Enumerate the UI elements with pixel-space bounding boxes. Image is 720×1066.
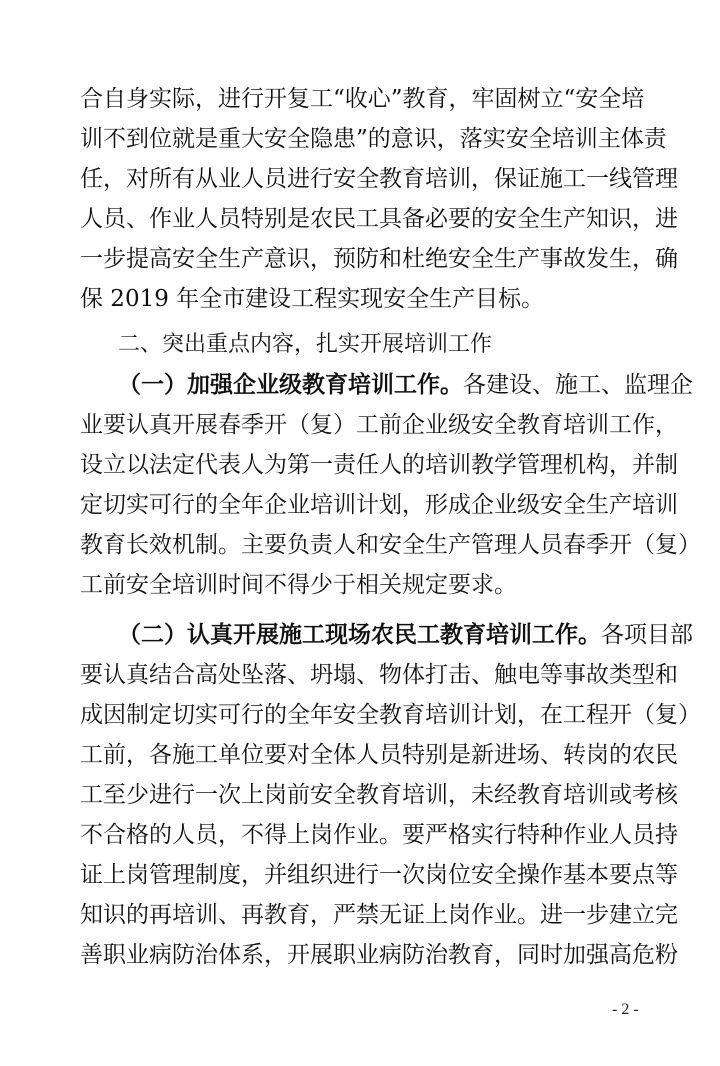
text-span: 各建设、施工、监理企 xyxy=(463,372,693,398)
section-heading: 二、突出重点内容，扎实开展培训工作 xyxy=(118,332,493,357)
text-line xyxy=(118,618,693,652)
text-line: 工至少进行一次上岗前安全教育培训，未经教育培训或考核 xyxy=(80,782,678,808)
text-line: 人员、作业人员特别是农民工具备必要的安全生产知识，进 xyxy=(80,206,678,232)
text-line: 保 2019 年全市建设工程实现安全生产目标。 xyxy=(80,286,545,312)
text-line: 知识的再培训、再教育，严禁无证上岗作业。进一步建立完 xyxy=(80,902,678,928)
text-line xyxy=(118,368,693,402)
text-line: 教育长效机制。主要负责人和安全生产管理人员春季开（复） xyxy=(80,532,701,558)
text-line: 设立以法定代表人为第一责任人的培训教学管理机构，并制 xyxy=(80,452,678,478)
text-line: 要认真结合高处坠落、坍塌、物体打击、触电等事故类型和 xyxy=(80,662,678,688)
text-line: 成因制定切实可行的全年安全教育培训计划，在工程开（复） xyxy=(80,702,701,728)
text-line: 工前，各施工单位要对全体人员特别是新进场、转岗的农民 xyxy=(80,742,678,768)
text-line: 业要认真开展春季开（复）工前企业级安全教育培训工作， xyxy=(80,412,678,438)
text-line: 一步提高安全生产意识，预防和杜绝安全生产事故发生，确 xyxy=(80,246,678,272)
text-span: 各项目部 xyxy=(601,622,693,648)
item-title: （二）认真开展施工现场农民工教育培训工作。 xyxy=(118,622,601,648)
text-line: 任，对所有从业人员进行安全教育培训，保证施工一线管理 xyxy=(80,166,678,192)
text-line: 证上岗管理制度，并组织进行一次岗位安全操作基本要点等 xyxy=(80,862,678,888)
text-line: 定切实可行的全年企业培训计划，形成企业级安全生产培训 xyxy=(80,492,678,518)
text-line: 合自身实际，进行开复工“收心”教育，牢固树立“安全培 xyxy=(80,86,645,112)
page-number: - 2 - xyxy=(612,1001,639,1018)
text-line: 不合格的人员，不得上岗作业。要严格实行特种作业人员持 xyxy=(80,822,678,848)
item-title: （一）加强企业级教育培训工作。 xyxy=(118,372,463,398)
text-line: 工前安全培训时间不得少于相关规定要求。 xyxy=(80,572,517,598)
text-line: 善职业病防治体系，开展职业病防治教育，同时加强高危粉 xyxy=(80,942,678,968)
text-line: 训不到位就是重大安全隐患”的意识，落实安全培训主体责 xyxy=(80,126,667,152)
